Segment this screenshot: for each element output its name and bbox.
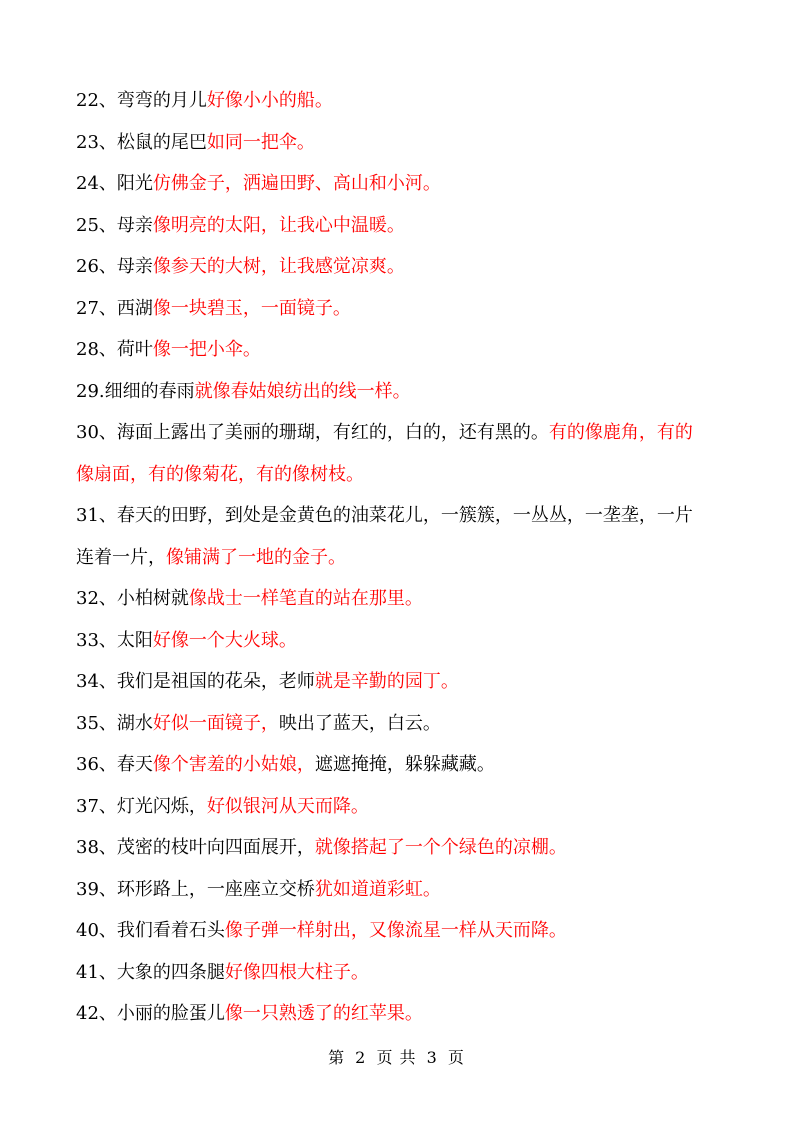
list-item: 30、海面上露出了美丽的珊瑚，有红的，白的，还有黑的。有的像鹿角，有的: [76, 422, 693, 443]
list-item: 33、太阳好像一个大火球。: [76, 629, 297, 651]
footer-suffix: 页: [447, 1048, 465, 1067]
list-item-continuation: 像扇面，有的像菊花，有的像树枝。: [76, 463, 364, 485]
list-item: 27、西湖像一块碧玉，一面镜子。: [76, 297, 351, 319]
footer-prefix: 第: [328, 1048, 346, 1067]
sentence-list: [76, 80, 716, 1035]
list-item: 40、我们看着石头像子弹一样射出，又像流星一样从天而降。: [76, 920, 567, 941]
list-item: 23、松鼠的尾巴如同一把伞。: [76, 131, 315, 153]
list-item: 25、母亲像明亮的太阳，让我心中温暖。: [76, 214, 405, 236]
list-item: 29.细细的春雨就像春姑娘纺出的线一样。: [76, 380, 411, 402]
page-number: 2: [355, 1048, 367, 1067]
list-item: 36、春天像个害羞的小姑娘，遮遮掩掩，躲躲藏藏。: [76, 754, 495, 775]
list-item: 42、小丽的脸蛋儿像一只熟透了的红苹果。: [76, 1003, 423, 1024]
page-total: 3: [426, 1048, 438, 1067]
list-item-continuation: 连着一片，像铺满了一地的金子。: [76, 546, 346, 568]
page-footer: [0, 1046, 793, 1070]
list-item: 22、弯弯的月儿好像小小的船。: [76, 90, 333, 111]
list-item: 31、春天的田野，到处是金黄色的油菜花儿，一簇簇，一丛丛，一垄垄，一片: [76, 505, 693, 526]
list-item: 28、荷叶像一把小伞。: [76, 339, 261, 360]
list-item: 24、阳光仿佛金子，洒遍田野、高山和小河。: [76, 173, 441, 194]
list-item: 37、灯光闪烁，好似银河从天而降。: [76, 795, 369, 817]
list-item: 35、湖水好似一面镜子，映出了蓝天，白云。: [76, 712, 441, 734]
list-item: 39、环形路上，一座座立交桥犹如道道彩虹。: [76, 878, 441, 900]
list-item: 41、大象的四条腿好像四根大柱子。: [76, 961, 369, 983]
list-item: 34、我们是祖国的花朵，老师就是辛勤的园丁。: [76, 671, 459, 692]
list-item: 26、母亲像参天的大树，让我感觉凉爽。: [76, 256, 405, 277]
list-item: 32、小柏树就像战士一样笔直的站在那里。: [76, 588, 423, 609]
list-item: 38、茂密的枝叶向四面展开，就像搭起了一个个绿色的凉棚。: [76, 837, 567, 858]
footer-middle: 页 共: [376, 1048, 417, 1067]
